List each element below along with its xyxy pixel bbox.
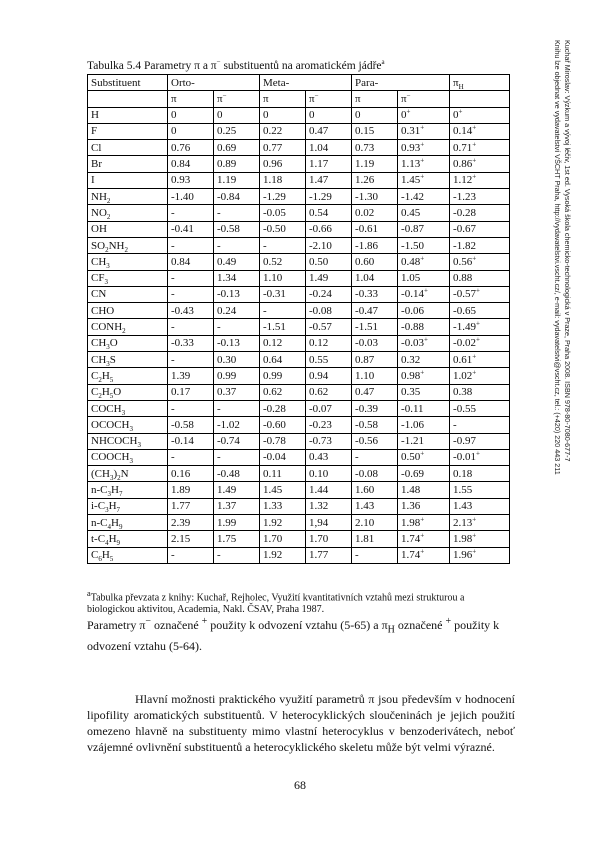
value-cell: 0.12 [306,335,352,351]
value-cell: - [168,270,214,286]
value-cell: - [168,286,214,302]
table-row [88,189,510,205]
substituent-cell: $COCH_3$ [88,400,168,416]
value-cell: 1.70 [260,531,306,547]
value-cell: -0.58 [168,417,214,433]
value-cell: 0.93+ [398,140,450,156]
value-cell: 1.19 [214,172,260,188]
value-cell: 0.18 [450,466,510,482]
table-row [88,156,510,172]
value-cell: -1.50 [398,237,450,253]
value-cell: 1.70 [306,531,352,547]
value-cell: -0.48 [214,466,260,482]
value-cell: 0.64 [260,352,306,368]
value-cell: -1.23 [450,189,510,205]
value-cell: -0.73 [306,433,352,449]
table-row [88,433,510,449]
value-cell: -0.07 [306,400,352,416]
value-cell: 1.98+ [398,515,450,531]
value-cell: 0.11 [260,466,306,482]
value-cell: -0.65 [450,303,510,319]
value-cell: 0.24 [214,303,260,319]
body-paragraph: Hlavní možnosti praktického využití parametrů π jsou především v hodnocení lipofility aromatických substituentů. V heterocyklických sloučeninách je jejich použití omezeno hlavně na substituenty mimo vlastní heterocyklus v benzoderivátech, neboť vzájemné ovlivnění substituentů a heterocyklického skeletu může být velmi výrazné. [87,692,515,754]
value-cell: 0.93 [168,172,214,188]
value-cell: 0.56+ [450,254,510,270]
substituent-cell: $CH_3S$ [88,352,168,368]
table-row [88,140,510,156]
value-cell: -0.01+ [450,449,510,465]
value-cell: 0.49 [214,254,260,270]
table-row [88,368,510,384]
table-row [88,254,510,270]
header-orto: Orto- [168,75,260,91]
page-number: 68 [294,778,306,792]
value-cell: 0.52 [260,254,306,270]
value-cell: 1.89 [168,482,214,498]
value-cell: 0.48+ [398,254,450,270]
value-cell: -1.40 [168,189,214,205]
value-cell: -0.57 [306,319,352,335]
value-cell: 0.38 [450,384,510,400]
table-row [88,270,510,286]
value-cell: -0.43 [168,303,214,319]
value-cell: 0 [352,107,398,123]
value-cell: 0.87 [352,352,398,368]
substituent-cell: Cl [88,140,168,156]
value-cell: -0.28 [260,400,306,416]
subheader-pi: π [352,91,398,107]
value-cell: -0.14+ [398,286,450,302]
value-cell: 0.02 [352,205,398,221]
value-cell: 0.35 [398,384,450,400]
table-row [88,335,510,351]
header-para: Para- [352,75,450,91]
value-cell: -1.29 [306,189,352,205]
table-row [88,205,510,221]
value-cell: 0.50 [306,254,352,270]
table-row [88,547,510,563]
value-cell: 1.75 [214,531,260,547]
value-cell: -0.06 [398,303,450,319]
table-row [88,400,510,416]
value-cell: -1.06 [398,417,450,433]
value-cell: -1.30 [352,189,398,205]
value-cell: 1.99 [214,515,260,531]
side-citation-line: Kuchař Miroslav: Výzkum a vývoj léčiv, 1st ed. Vysoká škola chemicko-technologická v Praze, Praha 2008. ISBN 978-80-7080-677-7 [563,40,572,462]
table-row [88,384,510,400]
value-cell: 0.30 [214,352,260,368]
value-cell: -0.67 [450,221,510,237]
value-cell: - [168,205,214,221]
substituent-cell: OH [88,221,168,237]
value-cell: 0.98+ [398,368,450,384]
value-cell: - [214,547,260,563]
value-cell: 0.17 [168,384,214,400]
value-cell: -0.50 [260,221,306,237]
value-cell: 1.18 [260,172,306,188]
value-cell: -0.57+ [450,286,510,302]
substituent-cell: $NH_2$ [88,189,168,205]
value-cell: - [168,319,214,335]
value-cell: - [450,417,510,433]
value-cell: 0.96 [260,156,306,172]
value-cell: -0.14 [168,433,214,449]
value-cell: 0.16 [168,466,214,482]
value-cell: 1.10 [352,368,398,384]
substituent-cell: $CH_3O$ [88,335,168,351]
value-cell: - [214,400,260,416]
value-cell: -0.24 [306,286,352,302]
value-cell: - [168,400,214,416]
value-cell: 0.60 [352,254,398,270]
value-cell: 1.12+ [450,172,510,188]
value-cell: 1.45 [260,482,306,498]
value-cell: -1.42 [398,189,450,205]
table-footnote: $^a$Tabulka převzata z knihy: Kuchař, Rejholec, Využití kvantitativních vztahů mezi strukturou a biologickou aktivitou, Academia, Nakl. ČSAV, Praha 1987. [87,589,465,616]
value-cell: 1.96+ [450,547,510,563]
table-row [88,417,510,433]
value-cell: -2.10 [306,237,352,253]
value-cell: -0.41 [168,221,214,237]
value-cell: 1.32 [306,498,352,514]
side-citation-line: Knihu lze objednat ve vydavatelství VŠCHT Praha, http://vydavatelstvi.vscht.cz/, e-mail: vydavatelstvi@vscht.cz, tel.: (+420) 220 443 211 [553,40,562,475]
value-cell: 2.13+ [450,515,510,531]
table-row [88,319,510,335]
table-row [88,515,510,531]
value-cell: 0.89 [214,156,260,172]
value-cell: -1.29 [260,189,306,205]
substituent-cell: $n-C_3H_7$ [88,482,168,498]
value-cell: -0.13 [214,286,260,302]
value-cell: 0.99 [260,368,306,384]
substituent-cell: $NO_2$ [88,205,168,221]
table-subheader-row [88,91,510,107]
value-cell: -1.82 [450,237,510,253]
value-cell: -0.56 [352,433,398,449]
value-cell: -0.88 [398,319,450,335]
value-cell: 1.36 [398,498,450,514]
value-cell: 0.94 [306,368,352,384]
substituent-cell: $NHCOCH_3$ [88,433,168,449]
substituent-cell: $t-C_4H_9$ [88,531,168,547]
value-cell: -0.02+ [450,335,510,351]
value-cell: 1.33 [260,498,306,514]
value-cell: 1.02+ [450,368,510,384]
value-cell: 1.77 [306,547,352,563]
value-cell: 0.31+ [398,123,450,139]
value-cell: 1.43 [352,498,398,514]
value-cell: -0.58 [214,221,260,237]
value-cell: - [168,547,214,563]
value-cell: -0.61 [352,221,398,237]
substituent-cell: $CH_3$ [88,254,168,270]
value-cell: -0.66 [306,221,352,237]
value-cell: 0+ [450,107,510,123]
value-cell: - [168,352,214,368]
substituent-cell: $(CH_3)_2N$ [88,466,168,482]
substituent-cell: CN [88,286,168,302]
substituent-cell: $CF_3$ [88,270,168,286]
value-cell: 1.92 [260,547,306,563]
value-cell: -0.78 [260,433,306,449]
substituent-cell: $C_2H_5O$ [88,384,168,400]
value-cell: 1.74+ [398,531,450,547]
table-row [88,531,510,547]
table-row [88,107,510,123]
subheader-empty [88,91,168,107]
substituent-cell: $COOCH_3$ [88,449,168,465]
value-cell: -0.84 [214,189,260,205]
value-cell: 0.47 [352,384,398,400]
substituent-cell: $i-C_3H_7$ [88,498,168,514]
value-cell: 0 [214,107,260,123]
table-row [88,352,510,368]
value-cell: 1.47 [306,172,352,188]
header-substituent: Substituent [88,75,168,91]
value-cell: -0.11 [398,400,450,416]
value-cell: 1.45+ [398,172,450,188]
value-cell: 0.54 [306,205,352,221]
table-row [88,123,510,139]
value-cell: 1,94 [306,515,352,531]
value-cell: 1.43 [450,498,510,514]
table-row [88,172,510,188]
value-cell: 2.15 [168,531,214,547]
substituent-cell: H [88,107,168,123]
value-cell: - [260,303,306,319]
value-cell: 1.34 [214,270,260,286]
value-cell: -0.04 [260,449,306,465]
value-cell: -0.23 [306,417,352,433]
value-cell: 0.84 [168,254,214,270]
value-cell: 0.10 [306,466,352,482]
value-cell: 0.55 [306,352,352,368]
value-cell: 0.77 [260,140,306,156]
value-cell: 2.10 [352,515,398,531]
value-cell: 1.37 [214,498,260,514]
value-cell: 0.43 [306,449,352,465]
value-cell: -0.05 [260,205,306,221]
value-cell: 0.14+ [450,123,510,139]
value-cell: -0.03+ [398,335,450,351]
value-cell: - [260,237,306,253]
header-pi-h: $\pi_H$ [450,75,510,91]
value-cell: -0.08 [306,303,352,319]
value-cell: 0 [260,107,306,123]
value-cell: 1.04 [306,140,352,156]
value-cell: 1.74+ [398,547,450,563]
subheader-pi-minus: π− [214,91,260,107]
value-cell: 1.92 [260,515,306,531]
value-cell: 1.17 [306,156,352,172]
header-meta: Meta- [260,75,352,91]
value-cell: -0.31 [260,286,306,302]
value-cell: -1.21 [398,433,450,449]
value-cell: 0.45 [398,205,450,221]
value-cell: -0.60 [260,417,306,433]
substituent-cell: F [88,123,168,139]
value-cell: 1.55 [450,482,510,498]
subheader-pi: π [260,91,306,107]
substituent-cell: Br [88,156,168,172]
value-cell: 0.50+ [398,449,450,465]
value-cell: 1.10 [260,270,306,286]
value-cell: 0.86+ [450,156,510,172]
table-row [88,466,510,482]
value-cell: 1.19 [352,156,398,172]
substituent-cell: $C_6H_5$ [88,547,168,563]
table-row [88,498,510,514]
value-cell: 0 [168,123,214,139]
value-cell: 1.13+ [398,156,450,172]
value-cell: 1.77 [168,498,214,514]
value-cell: 0.84 [168,156,214,172]
value-cell: 1.26 [352,172,398,188]
value-cell: -1.51 [260,319,306,335]
subheader-pi-minus: π− [398,91,450,107]
value-cell: -0.39 [352,400,398,416]
value-cell: 0.47 [306,123,352,139]
value-cell: -0.58 [352,417,398,433]
substituent-cell: $n-C_4H_9$ [88,515,168,531]
value-cell: 2.39 [168,515,214,531]
value-cell: 0+ [398,107,450,123]
value-cell: - [168,237,214,253]
value-cell: -1.02 [214,417,260,433]
value-cell: - [214,237,260,253]
value-cell: 0.32 [398,352,450,368]
subheader-pi-minus: π− [306,91,352,107]
value-cell: 1.04 [352,270,398,286]
parameters-note: Parametry π− označené + použity k odvození vztahu (5-65) a $\pi_H$ označené + použity k odvození vztahu (5-64). [87,616,500,654]
value-cell: -0.47 [352,303,398,319]
value-cell: -1.86 [352,237,398,253]
value-cell: -0.33 [168,335,214,351]
value-cell: -0.74 [214,433,260,449]
subheader-empty [450,91,510,107]
substituent-cell: $CONH_2$ [88,319,168,335]
value-cell: 1.39 [168,368,214,384]
value-cell: 0.12 [260,335,306,351]
value-cell: -0.69 [398,466,450,482]
pi-parameters-table [87,74,510,564]
value-cell: -0.28 [450,205,510,221]
value-cell: 1.81 [352,531,398,547]
table-row [88,303,510,319]
value-cell: 0.69 [214,140,260,156]
value-cell: 0.62 [260,384,306,400]
value-cell: - [214,205,260,221]
value-cell: 0.62 [306,384,352,400]
side-citation [552,40,572,475]
value-cell: -1.49+ [450,319,510,335]
value-cell: -0.55 [450,400,510,416]
table-row [88,449,510,465]
substituent-cell: $C_2H_5$ [88,368,168,384]
table-row [88,482,510,498]
value-cell: 1.48 [398,482,450,498]
value-cell: - [352,547,398,563]
value-cell: -0.97 [450,433,510,449]
value-cell: 1.05 [398,270,450,286]
value-cell: -0.08 [352,466,398,482]
value-cell: 1.49 [306,270,352,286]
substituent-cell: $SO_2NH_2$ [88,237,168,253]
substituent-cell: I [88,172,168,188]
value-cell: 0.76 [168,140,214,156]
value-cell: -1.51 [352,319,398,335]
value-cell: -0.03 [352,335,398,351]
value-cell: 0.15 [352,123,398,139]
value-cell: -0.87 [398,221,450,237]
value-cell: 0.25 [214,123,260,139]
value-cell: 0 [306,107,352,123]
table-caption: Tabulka 5.4 Parametry π a π− substituentů na aromatickém jádře$^a$ [87,58,385,72]
value-cell: 0.88 [450,270,510,286]
value-cell: 0 [168,107,214,123]
table-row [88,286,510,302]
value-cell: - [214,449,260,465]
value-cell: -0.13 [214,335,260,351]
value-cell: -0.33 [352,286,398,302]
table-row [88,221,510,237]
value-cell: 0.61+ [450,352,510,368]
table-header-row [88,75,510,91]
substituent-cell: CHO [88,303,168,319]
value-cell: 0.99 [214,368,260,384]
table-row [88,237,510,253]
substituent-cell: $OCOCH_3$ [88,417,168,433]
value-cell: 0.37 [214,384,260,400]
subheader-pi: π [168,91,214,107]
value-cell: 1.60 [352,482,398,498]
value-cell: 0.71+ [450,140,510,156]
value-cell: 0.73 [352,140,398,156]
value-cell: - [168,449,214,465]
value-cell: 1.98+ [450,531,510,547]
value-cell: - [214,319,260,335]
value-cell: 0.22 [260,123,306,139]
value-cell: - [352,449,398,465]
value-cell: 1.49 [214,482,260,498]
value-cell: 1.44 [306,482,352,498]
